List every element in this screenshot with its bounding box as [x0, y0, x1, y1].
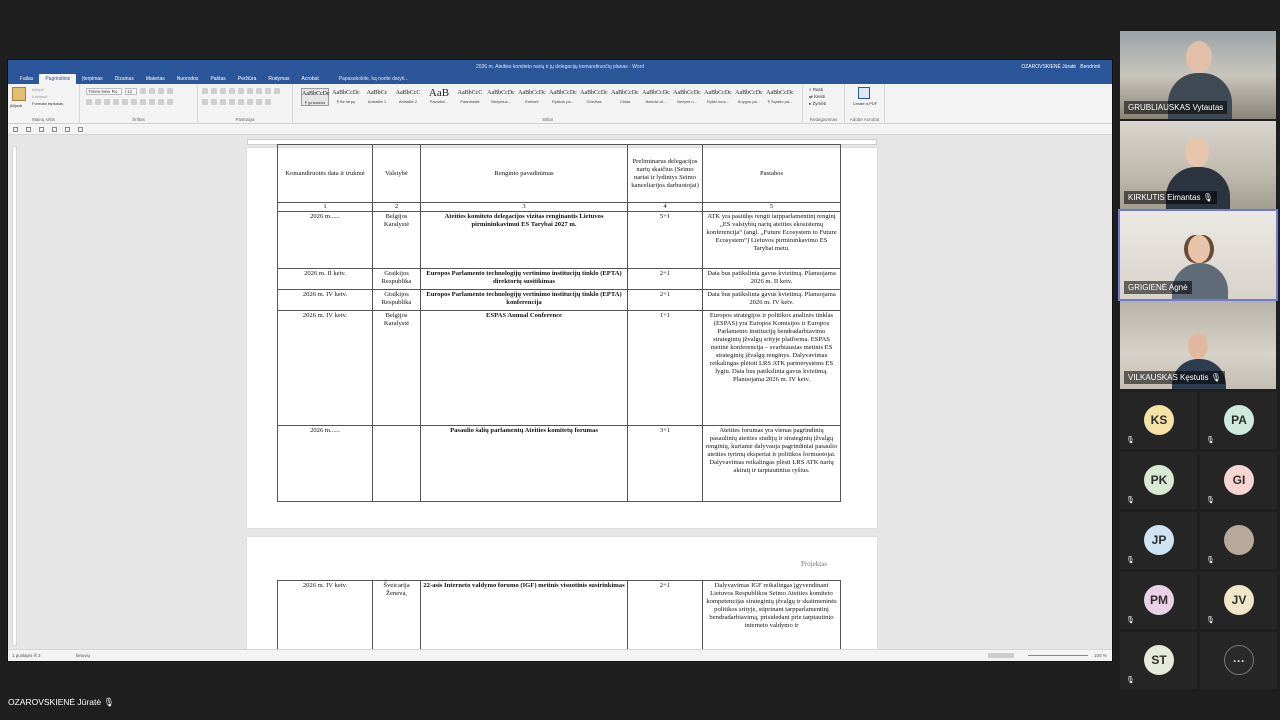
participant-tile[interactable]	[1200, 632, 1277, 689]
ribbon-tab[interactable]: Acrobat	[301, 76, 319, 82]
table-row[interactable]	[278, 212, 841, 269]
style-gallery-item[interactable]	[580, 88, 608, 106]
column-number-cell: 1	[278, 203, 373, 212]
style-preview: AaBbCc	[366, 90, 388, 96]
avatar: ST	[1144, 645, 1174, 675]
participant-tile[interactable]	[1120, 632, 1197, 689]
acrobat-group-label: Adobe Acrobat	[849, 117, 880, 122]
style-preview: AaBbCcDc	[704, 90, 732, 96]
avatar	[1224, 525, 1254, 555]
style-preview: AaBbCcC	[457, 90, 483, 96]
column-number-cell: 5	[703, 203, 841, 212]
document-area[interactable]	[8, 136, 1112, 650]
clipboard-group-label: Mainų sritis	[32, 117, 55, 122]
cut-button[interactable]: Iškirpti	[32, 87, 44, 92]
acrobat-group	[845, 84, 885, 124]
style-name: Antraštė 1	[367, 99, 387, 104]
style-name: Ryškus pa...	[551, 99, 574, 104]
ribbon-tab[interactable]: Rodymas	[268, 76, 290, 82]
style-preview: AaB	[428, 87, 450, 99]
participant-name: GRUBLIAUSKAS Vytautas	[1124, 101, 1227, 114]
style-preview: AaBbCcDc	[487, 90, 515, 96]
table-cell-count: 2+1	[628, 581, 703, 653]
table-header-row	[278, 145, 841, 203]
style-gallery-item[interactable]	[332, 88, 360, 106]
participant-video-3-active-speaker[interactable]	[1120, 211, 1276, 299]
style-preview: AaBbCcDc	[673, 90, 701, 96]
new-doc-icon[interactable]	[52, 127, 57, 132]
avatar: JP	[1144, 525, 1174, 555]
table-cell-count: 2+1	[628, 269, 703, 290]
preview-icon[interactable]	[78, 127, 83, 132]
style-preview: AaBbCcDc	[642, 90, 670, 96]
style-gallery-item[interactable]	[642, 88, 670, 106]
mic-muted-icon: 🎙	[1126, 437, 1135, 444]
style-preview: AaBbCcDc	[549, 90, 577, 96]
table-row[interactable]	[278, 311, 841, 426]
table-cell-date: 2026 m. IV ketv.	[278, 290, 373, 311]
more-participants-button[interactable]: ···	[1224, 645, 1254, 675]
avatar: PM	[1144, 585, 1174, 615]
style-name: ¶ Įprastasis	[304, 100, 326, 105]
table-cell-event: ESPAS Annual Conference	[421, 311, 628, 426]
participant-name: GRIGIENĖ Agnė	[1124, 281, 1192, 294]
create-pdf-label: Create a PDF	[852, 101, 878, 106]
participant-video-1[interactable]	[1120, 31, 1276, 119]
zoom-level[interactable]: 100 %	[1094, 653, 1107, 658]
style-name: Nežymi n...	[676, 99, 697, 104]
column-number-row	[278, 203, 841, 212]
paste-label: Įklijuoti	[10, 103, 23, 108]
ribbon-tab[interactable]: Paštas	[210, 76, 226, 82]
table-cell-event: 22-asis Interneto valdymo forumo (IGF) metinis visuotinis susirinkimas	[421, 581, 628, 653]
table-cell-country	[373, 426, 421, 502]
ribbon-tab[interactable]: Peržiūra	[237, 76, 257, 82]
font-size-buttons[interactable]	[140, 88, 173, 96]
style-name: ¶ Sąrašo pa...	[767, 99, 793, 104]
alignment-buttons[interactable]	[202, 99, 271, 107]
style-preview: AaBbCcDc	[735, 90, 763, 96]
avatar: PK	[1144, 465, 1174, 495]
avatar: GI	[1224, 465, 1254, 495]
style-gallery-item[interactable]	[518, 88, 546, 106]
table-cell-country: Šveicarija Ženeva,	[373, 581, 421, 653]
style-gallery-item[interactable]	[549, 88, 577, 106]
table-cell-count: 2+1	[628, 290, 703, 311]
style-gallery-item[interactable]	[394, 88, 422, 106]
mic-muted-icon: 🎙	[1126, 497, 1135, 504]
participant-video-2[interactable]	[1120, 121, 1276, 209]
status-bar	[8, 649, 1112, 661]
list-buttons[interactable]	[202, 88, 280, 96]
table-cell-date: 2026 m......	[278, 426, 373, 502]
participant-tile[interactable]	[1200, 452, 1277, 509]
participant-tile[interactable]	[1200, 512, 1277, 569]
table-header-cell: Preliminarus delegacijos narių skaičius (Seimo nariai ir lydintys Seimo kanceliarijos darbuotojai)	[628, 145, 703, 203]
table-cell-notes: Europos strategijos ir politikos analizės tinklas (ESPAS) yra Europos Komisijos ir Europos Parlamento institucijų bendradarbiavimo strateginių įžvalgų srityje platforma. ESPAS metinė konferencija – svarbiausias metinis ES strateginių įžvalgų renginys. Dalyvavimas reikalingas plėtoti LRS ATK partnerystėms ES lygiu. Data bus patikslinta gavus kvietimą. Planuojama 2026 m. IV ketv.	[703, 311, 841, 426]
avatar: PA	[1224, 405, 1254, 435]
table-cell-country: Graikijos Respublika	[373, 290, 421, 311]
page-header-project: Projektas	[800, 560, 827, 568]
table-cell-date: 2026 m. II ketv.	[278, 269, 373, 290]
ribbon	[8, 84, 1112, 124]
style-preview: AaBbCcDc	[611, 90, 639, 96]
table-header-cell: Renginio pavadinimas	[421, 145, 628, 203]
styles-group	[293, 84, 803, 124]
table-cell-country: Belgijos Karalystė	[373, 212, 421, 269]
paragraph-group	[198, 84, 293, 124]
column-number-cell: 3	[421, 203, 628, 212]
ribbon-tab[interactable]: Nuorodos	[176, 76, 199, 82]
table-cell-event: Europos Parlamento technologijų vertinimo institucijų tinklo (EPTA) direktorių susitikimas	[421, 269, 628, 290]
travel-plan-table-continued	[277, 580, 841, 653]
table-row[interactable]	[278, 426, 841, 502]
replace-button[interactable]: ⇄ Keisti	[809, 94, 826, 99]
table-cell-country: Belgijos Karalystė	[373, 311, 421, 426]
font-group-label: Šriftas	[132, 117, 145, 122]
style-name: ¶ Be tarpų	[336, 99, 356, 104]
font-group	[80, 84, 198, 124]
quick-access-toolbar	[8, 124, 1112, 135]
person-head	[1188, 333, 1208, 359]
paragraph-group-label: Pastraipa	[235, 117, 255, 122]
style-gallery-item[interactable]	[766, 88, 794, 106]
style-gallery-item[interactable]	[611, 88, 639, 106]
participant-name-with-mic: VILKAUSKAS Kęstutis 🎙	[1124, 371, 1225, 384]
table-cell-notes: Data bus patikslinta gavus kvietimą. Planuojama 2026 m. IV ketv.	[703, 290, 841, 311]
table-cell-notes: Dalyvavimas IGF reikalingas įgyvendinant Lietuvos Respublikos Seimo Ateities komiteto kompetencijas strateginių įžvalgų ir skaitmeninės politikos srityje, stiprinant tarpparlamentinį bendradarbiavimą, prisidedant prie tarptautinio interneto valdymo ir	[703, 581, 841, 653]
style-name: Nežymus...	[490, 99, 511, 104]
select-button[interactable]: ▸ Žymėti	[809, 101, 827, 106]
save-icon[interactable]	[13, 127, 18, 132]
avatar: JV	[1224, 585, 1254, 615]
style-gallery-item[interactable]	[363, 88, 391, 106]
avatar: KS	[1144, 405, 1174, 435]
mic-muted-icon[interactable]: 🎙	[103, 697, 115, 707]
style-name: Emfazė	[525, 99, 539, 104]
style-name: Paantraštė	[460, 99, 480, 104]
tell-me-search[interactable]: Papasakokite, ką norite daryti...	[338, 76, 409, 82]
table-cell-count: 5+1	[628, 212, 703, 269]
style-gallery-item[interactable]	[735, 88, 763, 106]
table-header-cell: Komandiruotės data ir trukmė	[278, 145, 373, 203]
undo-icon[interactable]	[26, 127, 31, 132]
style-name: Citata	[619, 99, 631, 104]
window-title: 2026 m. Ateities komiteto narių ir jų delegacijų komandiruočių planas - Word	[475, 64, 645, 70]
table-row[interactable]	[278, 269, 841, 290]
table-cell-notes: Data bus patikslinta gavus kvietimą. Planuojama 2026 m. II ketv.	[703, 269, 841, 290]
person-head	[1188, 235, 1210, 263]
style-gallery-item[interactable]	[487, 88, 515, 106]
view-buttons[interactable]	[988, 653, 1014, 658]
column-number-cell: 4	[628, 203, 703, 212]
style-gallery-item[interactable]	[456, 88, 484, 106]
participant-tile[interactable]	[1120, 512, 1197, 569]
participant-tile[interactable]	[1120, 452, 1197, 509]
mic-muted-icon: 🎙	[1206, 557, 1215, 564]
mic-muted-icon: 🎙	[1206, 497, 1215, 504]
style-name: Išskirta cit...	[645, 99, 667, 104]
language-status[interactable]: lietuvių	[76, 653, 91, 658]
create-pdf-icon[interactable]	[858, 87, 870, 99]
table-cell-date: 2026 m. IV ketv.	[278, 581, 373, 653]
mic-muted-icon: 🎙	[1126, 677, 1135, 684]
styles-group-label: Stiliai	[542, 117, 553, 122]
font-size-select[interactable]: 12	[125, 88, 137, 95]
mic-muted-icon: 🎙	[1206, 617, 1215, 624]
mic-muted-icon: 🎙	[1126, 617, 1135, 624]
participant-video-4[interactable]	[1120, 301, 1276, 389]
zoom-slider[interactable]	[1028, 655, 1088, 656]
self-view-name: OZAROVSKIENĖ Jūratė 🎙	[8, 697, 115, 707]
copy-button[interactable]: Kopijuoti	[32, 94, 48, 99]
table-cell-count: 1+1	[628, 311, 703, 426]
mic-muted-icon: 🎙	[1126, 557, 1135, 564]
table-cell-count: 3+1	[628, 426, 703, 502]
word-titlebar	[8, 60, 1112, 73]
ribbon-tab[interactable]: Failas	[20, 76, 34, 82]
table-cell-event: Pasaulio šalių parlamentų Ateities komitetų forumas	[421, 426, 628, 502]
document-page-2[interactable]	[247, 537, 877, 657]
clipboard-group	[8, 84, 80, 124]
table-cell-event: Europos Parlamento technologijų vertinimo institucijų tinklo (EPTA) konferencija	[421, 290, 628, 311]
ribbon-tab[interactable]: Pagrindinis	[39, 74, 76, 84]
style-gallery-item[interactable]	[301, 88, 329, 106]
table-row[interactable]	[278, 290, 841, 311]
style-name: Ryški nuor...	[706, 99, 729, 104]
table-row[interactable]	[278, 581, 841, 653]
person-head	[1186, 41, 1212, 73]
editing-group	[803, 84, 845, 124]
font-name-select[interactable]: Times New Ro	[86, 88, 122, 95]
participant-tile[interactable]	[1200, 392, 1277, 449]
mic-muted-icon: 🎙	[1206, 437, 1215, 444]
share-button[interactable]: Bendrinti	[1080, 64, 1100, 70]
table-header-cell: Pastabos	[703, 145, 841, 203]
editing-group-label: Redagavimas	[809, 117, 838, 122]
style-gallery-item[interactable]	[704, 88, 732, 106]
shared-screen	[7, 59, 1113, 662]
vertical-ruler	[12, 146, 17, 646]
ribbon-tab[interactable]: Įterpimas	[82, 76, 103, 82]
table-cell-date: 2026 m......	[278, 212, 373, 269]
column-number-cell: 2	[373, 203, 421, 212]
table-header-cell: Valstybė	[373, 145, 421, 203]
participant-tile[interactable]	[1200, 572, 1277, 629]
table-cell-notes: ATK yra pasiūlęs rengti tarpparlamentinį renginį „ES valstybių narių ateities ekosistemų konferencija“ (angl. „Future Ecosystem to Future Ecosystem“) Lietuvos pirmininkavimo ES Tarybai metu.	[703, 212, 841, 269]
paste-icon[interactable]	[12, 87, 26, 101]
style-preview: AaBbCcDc	[332, 90, 360, 96]
style-name: Knygos pa...	[737, 99, 761, 104]
style-gallery-item[interactable]	[673, 88, 701, 106]
print-icon[interactable]	[65, 127, 70, 132]
participant-name-with-mic: KIRKUTIS Eimantas 🎙	[1124, 191, 1217, 204]
style-name: Antraštė 2	[398, 99, 418, 104]
table-cell-country: Graikijos Respublika	[373, 269, 421, 290]
signed-in-user[interactable]: OZAROVSKIENĖ Jūratė Bendrinti	[1021, 64, 1100, 70]
person-head	[1185, 137, 1209, 167]
style-preview: AaBbCcDc	[518, 90, 546, 96]
format-painter-button[interactable]: Formato teptukas	[32, 101, 64, 106]
find-button[interactable]: ⌕ Rasti	[809, 87, 824, 92]
document-page-1[interactable]	[247, 148, 877, 528]
style-preview: AaBbCcDc	[302, 91, 330, 97]
participant-tile[interactable]	[1120, 392, 1197, 449]
style-preview: AaBbCcDc	[766, 90, 794, 96]
table-cell-event: Ateities komiteto delegacijos vizitas renginantis Lietuvos pirmininkavimui ES Tarybai 2027 m.	[421, 212, 628, 269]
table-cell-notes: Ateities forumas yra vienas pagrindinių pasaulinių ateities studijų ir strateginių įžvalgų renginių, kuriame dalyvauja pagrindiniai pasaulio ateities tyrimų ekspertai ir politikos formuotojai. Dalyvavimas reikalingas plėsti LRS ATK narių akiratį ir tarptautinius ryšius.	[703, 426, 841, 502]
ribbon-tab[interactable]: Dizainas	[114, 76, 134, 82]
style-name: Pavadini...	[429, 99, 449, 104]
page-count-status[interactable]: 1 puslapis iš 3	[12, 653, 41, 658]
table-cell-date: 2026 m. IV ketv.	[278, 311, 373, 426]
font-format-buttons[interactable]	[86, 99, 173, 107]
travel-plan-table	[277, 144, 841, 502]
redo-icon[interactable]	[39, 127, 44, 132]
style-gallery-item[interactable]	[425, 88, 453, 106]
participant-tile[interactable]	[1120, 572, 1197, 629]
style-preview: AaBbCcDc	[580, 90, 608, 96]
ribbon-tabs	[8, 73, 1112, 84]
style-name: Griežtas	[586, 99, 602, 104]
ribbon-tab[interactable]: Maketas	[145, 76, 165, 82]
style-preview: AaBbCcC	[395, 90, 421, 96]
